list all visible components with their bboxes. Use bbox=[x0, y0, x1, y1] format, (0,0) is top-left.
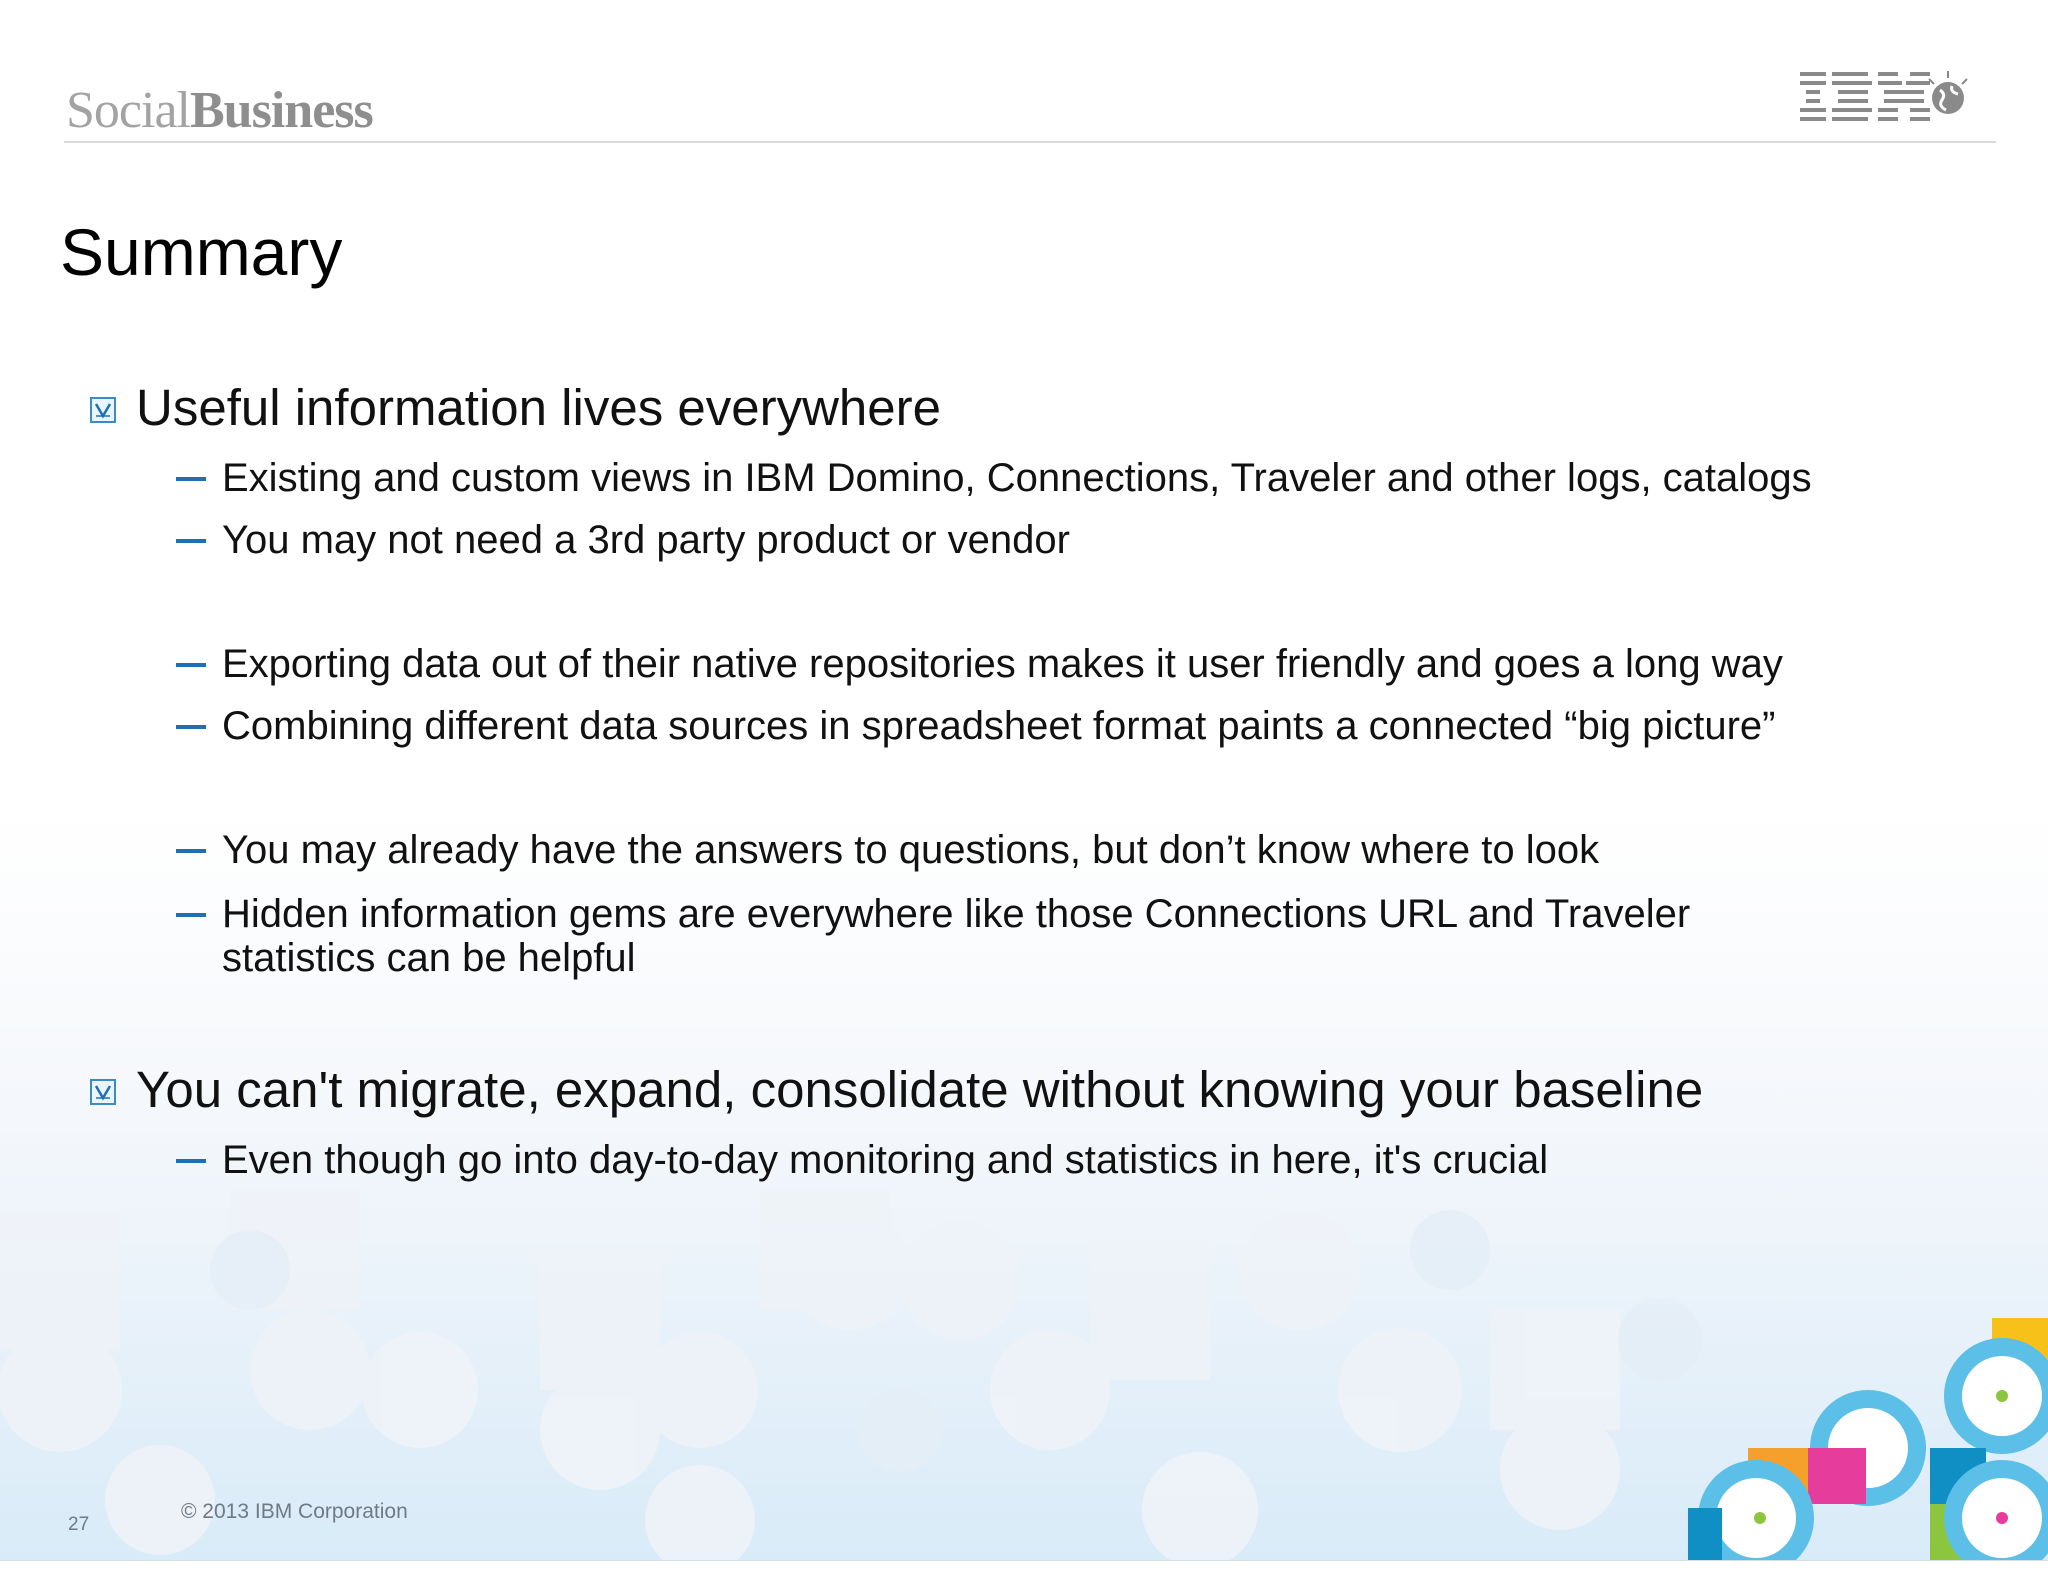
ibm-logo-icon bbox=[1800, 72, 1930, 121]
dash-marker bbox=[176, 725, 206, 729]
brand-social: Social bbox=[66, 82, 190, 139]
sub-bullet: You may not need a 3rd party product or vendor bbox=[222, 518, 1070, 562]
dash-marker bbox=[176, 849, 206, 853]
bullet-item: You can't migrate, expand, consolidate without knowing your baseline bbox=[136, 1061, 1704, 1118]
page-number: 27 bbox=[68, 1514, 90, 1535]
header-divider bbox=[64, 141, 1996, 143]
slide-bottom-edge bbox=[0, 1560, 2048, 1583]
dash-marker bbox=[176, 1159, 206, 1163]
dash-marker bbox=[176, 477, 206, 481]
sub-bullet: You may already have the answers to questions, but don’t know where to look bbox=[222, 828, 1600, 872]
dash-marker bbox=[176, 539, 206, 543]
brand-business: Business bbox=[189, 82, 373, 139]
sub-bullet: Hidden information gems are everywhere like those Connections URL and Traveler statistics can be helpful bbox=[222, 892, 1691, 980]
decorative-shapes bbox=[1680, 1318, 2048, 1560]
copyright: © 2013 IBM Corporation bbox=[181, 1500, 408, 1523]
brand-wordmark bbox=[66, 80, 373, 141]
checkbox-square-icon bbox=[90, 1079, 116, 1105]
sub-bullet: Even though go into day-to-day monitoring and statistics in here, it's crucial bbox=[222, 1138, 1549, 1182]
globe-icon bbox=[1929, 71, 1968, 114]
bullet-item: Useful information lives everywhere bbox=[136, 379, 941, 436]
ibm-logo bbox=[1798, 68, 1968, 128]
sub-bullet: Existing and custom views in IBM Domino, Connections, Traveler and other logs, catalogs bbox=[222, 456, 1812, 500]
checkbox-square-icon bbox=[90, 397, 116, 423]
dash-marker bbox=[176, 663, 206, 667]
dash-marker bbox=[176, 913, 206, 917]
sub-bullet: Combining different data sources in spreadsheet format paints a connected “big picture” bbox=[222, 704, 1776, 748]
sub-bullet: Exporting data out of their native repositories makes it user friendly and goes a long way bbox=[222, 642, 1783, 686]
slide-title: Summary bbox=[60, 215, 343, 289]
